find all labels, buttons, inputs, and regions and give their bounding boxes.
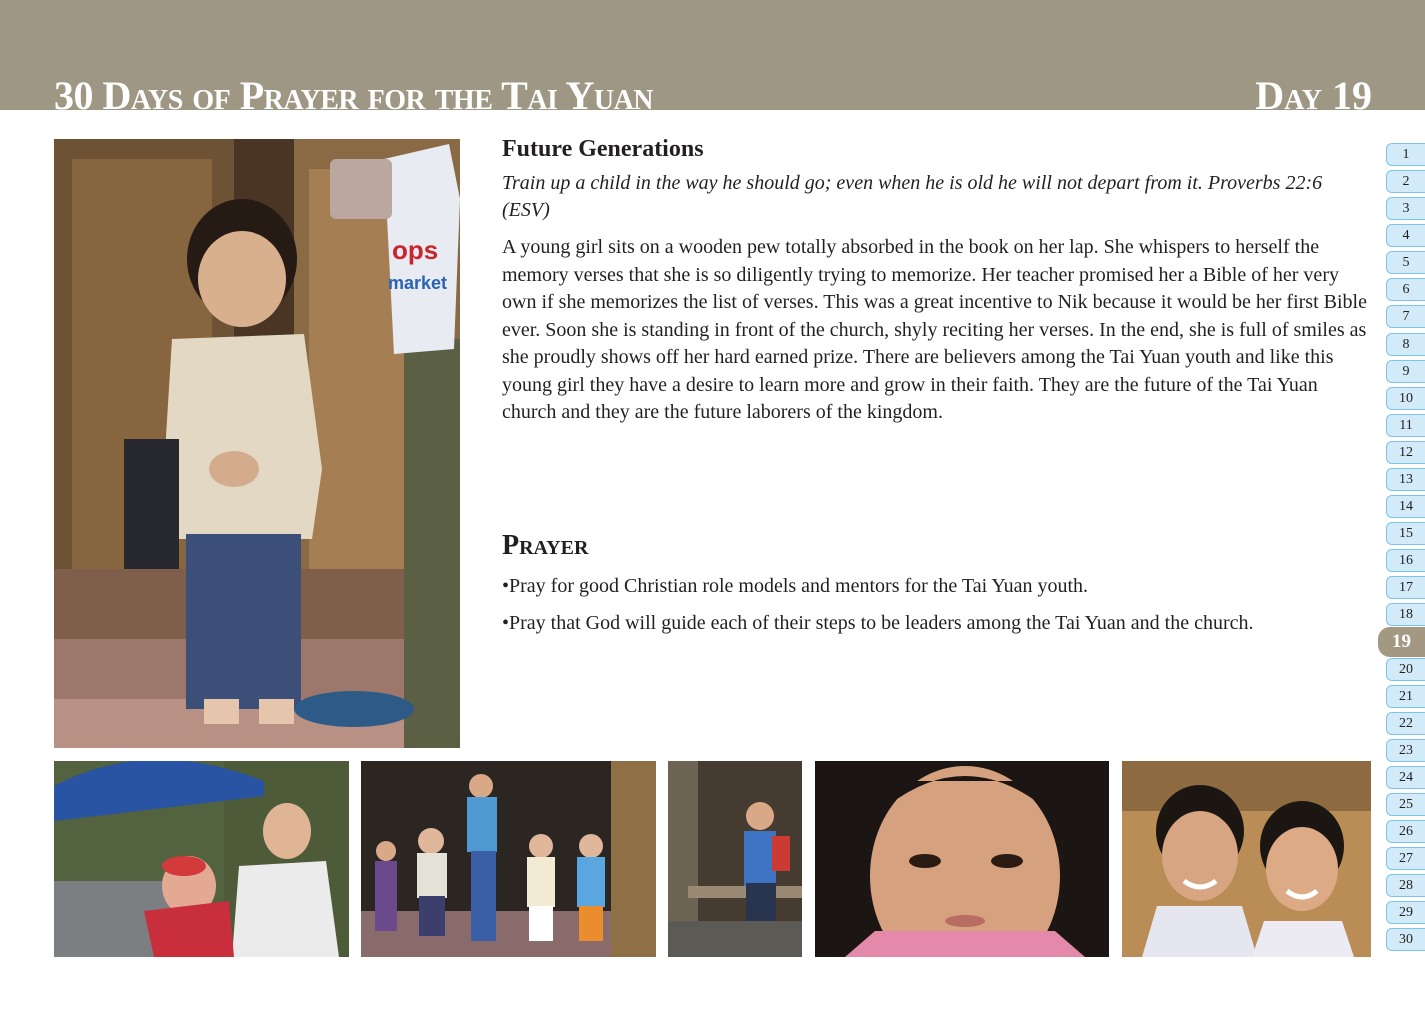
day-tab-15[interactable]: 15 <box>1386 522 1425 545</box>
prayer-item: •Pray that God will guide each of their steps to be leaders among the Tai Yuan and the church. <box>502 612 1254 634</box>
day-tab-5[interactable]: 5 <box>1386 251 1425 274</box>
day-tab-23[interactable]: 23 <box>1386 739 1425 762</box>
photo-mother-child-umbrella <box>54 761 349 957</box>
day-tab-13[interactable]: 13 <box>1386 468 1425 491</box>
day-tab-11[interactable]: 11 <box>1386 414 1425 437</box>
day-tab-27[interactable]: 27 <box>1386 847 1425 870</box>
day-tab-6[interactable]: 6 <box>1386 278 1425 301</box>
day-tab-28[interactable]: 28 <box>1386 874 1425 897</box>
page-title: 30 Days of Prayer for the Tai Yuan <box>54 73 654 118</box>
article-title: Future Generations <box>502 136 704 162</box>
article-body: A young girl sits on a wooden pew totally absorbed in the book on her lap. She whispers to herself the memory verses that she is so diligently trying to memorize. Her teacher promised her a Bible of her very own if she memorizes the list of verses. This was a great incentive to Nik because it would be her first Bible ever. Soon she is standing in front of the church, shyly reciting her verses. In the end, she is full of smiles as she proudly shows off her hard earned prize. There are believers among the Tai Yuan youth and like this young girl they have a desire to learn more and grow in their faith. They are the future of the Tai Yuan church and they are the future laborers of the kingdom. <box>502 236 1367 423</box>
thumb4-illustration <box>815 761 1109 957</box>
article <box>502 132 1372 427</box>
main-photo-child-in-doorway <box>54 139 460 748</box>
day-tab-29[interactable]: 29 <box>1386 901 1425 924</box>
thumb3-illustration <box>668 761 802 957</box>
day-tab-2[interactable]: 2 <box>1386 170 1425 193</box>
prayer-heading: Prayer <box>502 530 589 561</box>
day-label: Day 19 <box>1255 73 1372 118</box>
thumb2-illustration <box>361 761 656 957</box>
photo-two-smiling-children <box>1122 761 1371 957</box>
day-tab-12[interactable]: 12 <box>1386 441 1425 464</box>
day-tab-21[interactable]: 21 <box>1386 685 1425 708</box>
sign-text-1: ops <box>392 235 439 265</box>
thumb5-illustration <box>1122 761 1371 957</box>
sign-text-2: market <box>388 273 448 293</box>
day-tab-24[interactable]: 24 <box>1386 766 1425 789</box>
photo-boy-on-bench <box>668 761 802 957</box>
day-tab-7[interactable]: 7 <box>1386 305 1425 328</box>
day-tab-1[interactable]: 1 <box>1386 143 1425 166</box>
day-tab-19[interactable]: 19 <box>1378 627 1425 657</box>
day-tab-16[interactable]: 16 <box>1386 549 1425 572</box>
day-tab-25[interactable]: 25 <box>1386 793 1425 816</box>
day-tab-18[interactable]: 18 <box>1386 603 1425 626</box>
day-tab-10[interactable]: 10 <box>1386 387 1425 410</box>
day-tab-8[interactable]: 8 <box>1386 333 1425 356</box>
main-photo-illustration <box>54 139 460 748</box>
day-tab-17[interactable]: 17 <box>1386 576 1425 599</box>
day-tab-4[interactable]: 4 <box>1386 224 1425 247</box>
day-tab-3[interactable]: 3 <box>1386 197 1425 220</box>
photo-group-of-children <box>361 761 656 957</box>
day-tab-9[interactable]: 9 <box>1386 360 1425 383</box>
day-tab-22[interactable]: 22 <box>1386 712 1425 735</box>
thumb1-illustration <box>54 761 349 957</box>
prayer-item: •Pray for good Christian role models and mentors for the Tai Yuan youth. <box>502 575 1089 597</box>
photo-girl-portrait <box>815 761 1109 957</box>
scripture-verse: Train up a child in the way he should go; even when he is old he will not depart from it. Proverbs 22:6 (ESV) <box>502 172 1323 221</box>
day-tab-30[interactable]: 30 <box>1386 928 1425 951</box>
day-tab-20[interactable]: 20 <box>1386 658 1425 681</box>
day-tab-26[interactable]: 26 <box>1386 820 1425 843</box>
day-tab-14[interactable]: 14 <box>1386 495 1425 518</box>
